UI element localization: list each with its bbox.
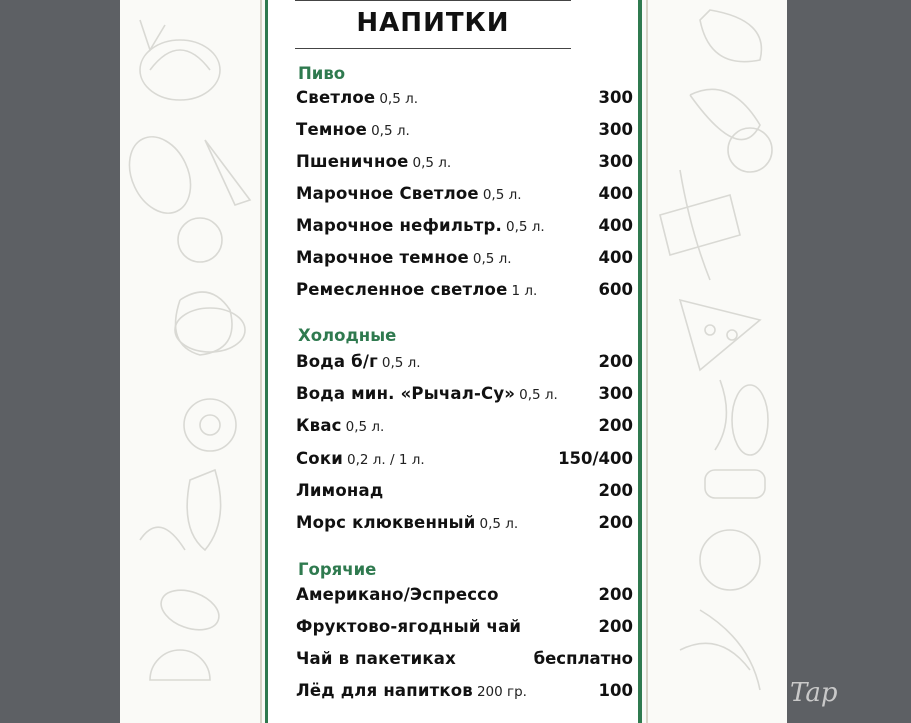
menu-item bbox=[296, 513, 641, 537]
item-volume: 0,5 л. bbox=[519, 387, 558, 403]
item-name: Лёд для напитков bbox=[296, 681, 473, 700]
item-name: Соки bbox=[296, 449, 344, 468]
item-price: 200 bbox=[598, 513, 633, 532]
item-price: 300 bbox=[598, 88, 633, 107]
beige-frame-line-left bbox=[260, 0, 262, 723]
menu-item bbox=[296, 280, 641, 304]
watermark-text: Tap bbox=[790, 678, 838, 708]
item-name: Пшеничное bbox=[296, 152, 409, 171]
item-volume: 0,5 л. bbox=[505, 219, 545, 235]
item-price: 200 bbox=[598, 481, 633, 500]
item-volume: 0,5 л. bbox=[412, 155, 452, 171]
item-price: 200 bbox=[598, 352, 633, 371]
menu-item bbox=[296, 384, 641, 408]
menu-item bbox=[296, 449, 641, 473]
menu-sheet bbox=[120, 0, 787, 723]
item-volume: 0,5 л. bbox=[371, 123, 410, 139]
menu-item bbox=[296, 216, 641, 240]
item-price: 600 bbox=[598, 280, 633, 299]
menu-item bbox=[296, 649, 641, 673]
section-hot-heading: Горячие bbox=[298, 560, 377, 579]
item-price: 300 bbox=[598, 120, 633, 139]
item-name: Марочное нефильтр. bbox=[296, 216, 502, 235]
item-price: бесплатно bbox=[533, 649, 633, 668]
menu-item bbox=[296, 352, 641, 376]
menu-item bbox=[296, 152, 641, 176]
item-name: Ремесленное светлое bbox=[296, 280, 508, 299]
item-volume: 0,5 л. bbox=[381, 355, 421, 371]
item-name: Светлое bbox=[296, 88, 376, 107]
item-volume: 0,2 л. / 1 л. bbox=[347, 452, 425, 468]
title-divider bbox=[295, 48, 571, 49]
item-price: 100 bbox=[598, 681, 633, 700]
item-name: Вода б/г bbox=[296, 352, 378, 371]
item-name: Американо/Эспрессо bbox=[296, 585, 499, 604]
item-name: Темное bbox=[296, 120, 368, 139]
item-volume: 0,5 л. bbox=[345, 419, 385, 435]
item-name: Марочное темное bbox=[296, 248, 469, 267]
item-volume: 1 л. bbox=[511, 283, 538, 299]
item-volume: 0,5 л. bbox=[379, 91, 419, 107]
item-price: 300 bbox=[598, 152, 633, 171]
item-price: 300 bbox=[598, 384, 633, 403]
item-name: Лимонад bbox=[296, 481, 384, 500]
item-volume: 200 гр. bbox=[476, 684, 527, 700]
menu-item bbox=[296, 120, 641, 144]
menu-item bbox=[296, 184, 641, 208]
section-beer-heading: Пиво bbox=[298, 64, 346, 83]
item-price: 400 bbox=[598, 216, 633, 235]
item-price: 200 bbox=[598, 585, 633, 604]
item-name: Фруктово-ягодный чай bbox=[296, 617, 522, 636]
item-name: Морс клюквенный bbox=[296, 513, 476, 532]
item-volume: 0,5 л. bbox=[472, 251, 512, 267]
menu-item bbox=[296, 248, 641, 272]
item-volume: 0,5 л. bbox=[482, 187, 522, 203]
item-name: Квас bbox=[296, 416, 342, 435]
item-name: Чай в пакетиках bbox=[296, 649, 456, 668]
menu-item bbox=[296, 481, 641, 505]
item-price: 150/400 bbox=[558, 449, 633, 468]
item-price: 400 bbox=[598, 248, 633, 267]
menu-item bbox=[296, 416, 641, 440]
section-cold-heading: Холодные bbox=[298, 326, 397, 345]
menu-item bbox=[296, 585, 641, 609]
menu-item bbox=[296, 88, 641, 112]
item-price: 200 bbox=[598, 617, 633, 636]
title-divider-top bbox=[295, 0, 571, 1]
item-price: 200 bbox=[598, 416, 633, 435]
menu-item bbox=[296, 617, 641, 641]
item-volume: 0,5 л. bbox=[479, 516, 519, 532]
menu-item bbox=[296, 681, 641, 705]
item-name: Марочное Светлое bbox=[296, 184, 479, 203]
beige-frame-line-right bbox=[646, 0, 648, 723]
menu-title: НАПИТКИ bbox=[356, 8, 510, 38]
item-name: Вода мин. «Рычал-Су» bbox=[296, 384, 516, 403]
item-price: 400 bbox=[598, 184, 633, 203]
